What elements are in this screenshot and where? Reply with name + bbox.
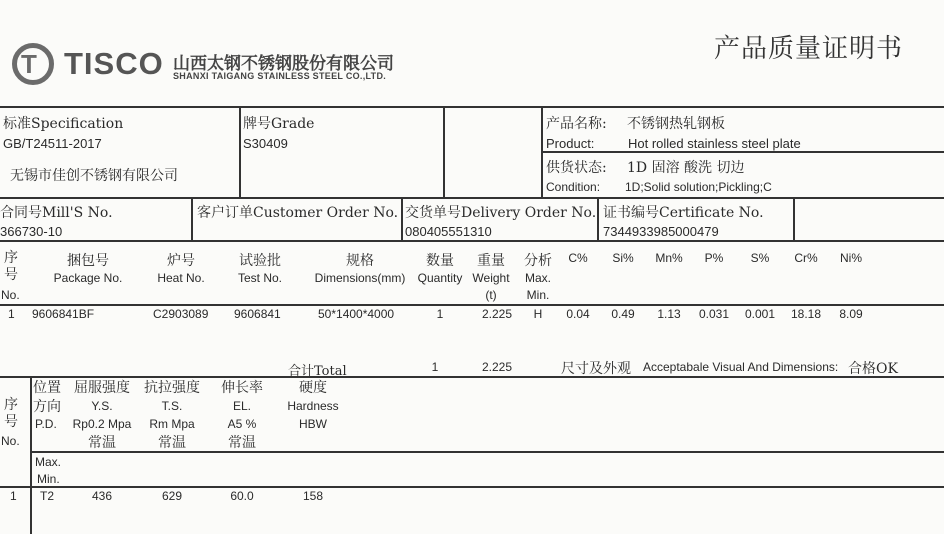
customer-name: 无锡市佳创不锈钢有限公司 (10, 168, 178, 184)
t1-seq-header-cn: 序号 (4, 250, 18, 283)
t2-max-label: Max. (35, 455, 62, 469)
t1-package-header-en: Package No. (53, 271, 123, 285)
t1-row-mn: 1.13 (657, 307, 681, 321)
t2-ts-header-cn: 抗拉强度 (144, 380, 200, 396)
t1-row-package: 9606841BF (32, 307, 95, 321)
visual-label-cn: 尺寸及外观 (561, 361, 631, 377)
vline-order1 (191, 197, 193, 240)
product-label-en: Product: (546, 136, 595, 151)
t1-s-header: S% (750, 251, 770, 265)
delivery-order-value: 080405551310 (405, 224, 492, 239)
condition-label-en: Condition: (546, 180, 601, 194)
t2-ts-header-en1: T.S. (161, 399, 183, 413)
company-name-en: SHANXI TAIGANG STAINLESS STEEL CO.,LTD. (173, 71, 387, 81)
t1-dim-header-en: Dimensions(mm) (314, 271, 406, 285)
visual-result: 合格OK (848, 361, 898, 377)
product-value-en: Hot rolled stainless steel plate (628, 136, 801, 151)
t2-pos-header-cn2: 方向 (33, 399, 61, 415)
certificate-value: 7344933985000479 (603, 224, 719, 239)
t2-row-hard: 158 (302, 489, 324, 503)
t2-el-header-en2: A5 % (227, 417, 257, 431)
certificate-label: 证书编号Certificate No. (603, 205, 764, 221)
t1-mn-header: Mn% (655, 251, 683, 265)
company-name-cn: 山西太钢不锈钢股份有限公司 (173, 54, 394, 73)
t2-el-header-cn2: 常温 (228, 435, 256, 451)
product-label-cn: 产品名称: (546, 116, 607, 132)
t1-test-header-cn: 试验批 (239, 253, 281, 269)
t1-ni-header: Ni% (839, 251, 862, 265)
t1-weight-header-unit: (t) (485, 288, 497, 302)
product-value-cn: 不锈钢热轧钢板 (627, 116, 725, 132)
t2-el-header-en1: EL. (232, 399, 251, 413)
t1-dim-header-cn: 规格 (346, 253, 374, 269)
t1-qty-header-cn: 数量 (426, 253, 454, 269)
t2-seq-header-en: No. (1, 434, 20, 448)
t1-weight-header-en: Weight (472, 271, 510, 285)
t2-min-label: Min. (37, 472, 60, 486)
t1-qty-header-en: Quantity (417, 271, 463, 285)
t2-row-pos: T2 (39, 489, 54, 503)
logo-brand: TISCO (64, 46, 164, 81)
vline-grade-end (443, 106, 445, 197)
t2-seq-header-cn: 序号 (4, 397, 18, 430)
rule-mech-maxmin-bottom (0, 486, 944, 488)
t1-seq-header-en: No. (1, 288, 20, 302)
t1-heat-header-cn: 炉号 (167, 253, 195, 269)
t1-row-heat: C2903089 (153, 307, 209, 321)
table-top-border (0, 106, 944, 108)
vline-order3 (597, 197, 599, 240)
t1-heat-header-en: Heat No. (157, 271, 205, 285)
t2-row-ys: 436 (91, 489, 113, 503)
t1-row-seq: 1 (8, 307, 15, 321)
t2-row-seq: 1 (10, 489, 17, 503)
t1-analysis-header-cn: 分析 (524, 253, 552, 269)
t2-ts-header-cn2: 常温 (158, 435, 186, 451)
t2-ts-header-en2: Rm Mpa (149, 417, 195, 431)
condition-label-cn: 供货状态: (546, 160, 607, 176)
t2-hard-header-en1: Hardness (287, 399, 339, 413)
t1-row-weight: 2.225 (481, 307, 513, 321)
t2-row-el: 60.0 (230, 489, 254, 503)
tisco-logo-t-icon: T (21, 49, 37, 79)
visual-label-en: Acceptabale Visual And Dimensions: (643, 360, 839, 374)
vline-order4 (793, 197, 795, 240)
mill-order-label: 合同号Mill'S No. (0, 205, 113, 221)
vline-spec-grade (239, 106, 241, 197)
t2-ys-header-en2: Rp0.2 Mpa (72, 417, 132, 431)
t1-row-cr: 18.18 (790, 307, 822, 321)
t2-row-ts: 629 (161, 489, 183, 503)
t1-row-test: 9606841 (234, 307, 281, 321)
t1-weight-header-cn: 重量 (477, 253, 505, 269)
t1-row-c: 0.04 (566, 307, 590, 321)
t2-ys-header-en1: Y.S. (91, 399, 113, 413)
t2-hard-header-en2: HBW (299, 417, 327, 431)
spec-label: 标准Specification (3, 116, 124, 132)
t1-test-header-en: Test No. (237, 271, 282, 285)
t1-row-s: 0.001 (744, 307, 776, 321)
t1-row-dim: 50*1400*4000 (318, 307, 395, 321)
rule-product-condition (541, 151, 944, 153)
vline-mech-seq (30, 376, 32, 534)
condition-value-en: 1D;Solid solution;Pickling;C (625, 180, 772, 194)
t1-row-analysis: H (533, 307, 543, 321)
t1-si-header: Si% (612, 251, 634, 265)
rule-info-bottom (0, 197, 944, 199)
delivery-order-label: 交货单号Delivery Order No. (405, 205, 597, 221)
t2-hard-header-cn: 硬度 (299, 380, 327, 396)
t1-cr-header: Cr% (794, 251, 818, 265)
rule-order-bottom (0, 240, 944, 242)
t2-ys-header-cn: 屈服强度 (74, 380, 130, 396)
rule-header-bottom (0, 304, 944, 306)
t1-row-ni: 8.09 (839, 307, 863, 321)
t1-analysis-header-max: Max. (524, 271, 551, 285)
condition-value-cn: 1D 固溶 酸洗 切边 (627, 160, 745, 176)
mill-order-value: 366730-10 (0, 224, 63, 239)
t2-pos-header-en: P.D. (35, 417, 57, 431)
t1-row-p: 0.031 (698, 307, 730, 321)
vline-order2 (401, 197, 403, 240)
t2-ys-header-cn2: 常温 (88, 435, 116, 451)
spec-value: GB/T24511-2017 (3, 136, 102, 151)
t1-package-header-cn: 捆包号 (67, 253, 109, 269)
grade-label: 牌号Grade (243, 116, 315, 132)
total-weight: 2.225 (481, 360, 513, 374)
t1-p-header: P% (704, 251, 724, 265)
t1-c-header: C% (568, 251, 588, 265)
grade-value: S30409 (243, 136, 288, 151)
total-qty: 1 (431, 360, 439, 374)
t1-row-si: 0.49 (611, 307, 635, 321)
total-label: 合计Total (288, 364, 347, 379)
t2-pos-header-cn1: 位置 (33, 380, 61, 396)
t1-analysis-header-min: Min. (526, 288, 550, 302)
t2-el-header-cn: 伸长率 (221, 380, 263, 396)
t1-row-qty: 1 (436, 307, 444, 321)
document-title: 产品质量证明书 (714, 34, 904, 64)
customer-order-label: 客户订单Customer Order No. (197, 205, 399, 221)
